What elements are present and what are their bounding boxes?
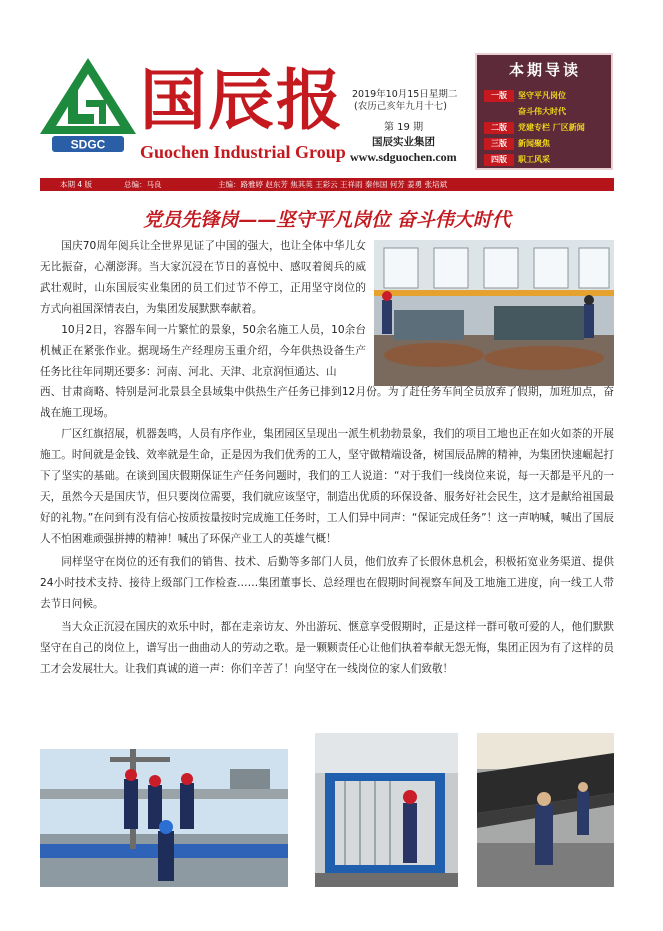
website-link[interactable]: www.sdguochen.com: [350, 150, 457, 164]
issue-guide-title: 本期导读: [508, 61, 581, 79]
article-column-narrow: [40, 236, 366, 383]
guide-item[interactable]: [484, 137, 612, 151]
guide-item[interactable]: [484, 121, 612, 135]
newspaper-title: 国辰报: [140, 61, 344, 139]
article-paragraph: 10月2日，容器车间一片繁忙的景象，50余名施工人员，10余台机械正在紧张作业。据现场生产经理房玉重介绍，今年供热设备生产任务比往年同期还要多：河南、河北、天津、北京润恒通达、山: [40, 324, 366, 378]
issue-lunar-date: (农历己亥年九月十七): [354, 101, 447, 112]
guide-item-text: 坚守平凡岗位: [518, 91, 566, 100]
guide-page-label: 三版: [484, 138, 514, 150]
issue-guide-box: [475, 53, 613, 170]
sdgc-logo: [38, 56, 138, 156]
logo-text: SDGC: [70, 137, 106, 152]
article-paragraph: 当大众正沉浸在国庆的欢乐中时，都在走亲访友、外出游玩、惬意享受假期时，正是这样一群可敬可爱的人，他们默默坚守在自己的岗位上，谱写出一曲曲动人的劳动之歌。是一颗颗责任心让他们执着奉献无怨无悔，集团正因为有了这样的员工才会发展壮大。让我们真诚的道一声：你们辛苦了！向坚守在一线岗位的家人们致敬！: [40, 621, 614, 675]
edition-count: 本期 4 版: [60, 180, 93, 189]
publisher-name: 国辰实业集团: [372, 136, 435, 148]
newspaper-title-en: Guochen Industrial Group: [140, 142, 346, 162]
workshop-photo: [374, 240, 614, 386]
guide-page-label: [484, 106, 514, 118]
chief-editor: 总编：马良: [124, 180, 162, 189]
article-paragraph-continued: 西、甘肃商略、特别是河北景县全县域集中供热生产任务已排到12月份。为了赶任务车间全员放弃了假期，加班加点，奋战在施工现场。: [40, 386, 614, 419]
pipeline-work-photo: [40, 749, 288, 887]
guide-item[interactable]: [484, 153, 612, 167]
heat-exchanger-photo: [315, 733, 458, 887]
issue-number: 第 19 期: [384, 122, 424, 133]
issue-date: 2019年10月15日星期二: [352, 89, 458, 100]
guide-item-text: 党建专栏 厂区新闻: [518, 123, 585, 132]
guide-page-label: 一版: [484, 90, 514, 102]
staff-bar: [40, 178, 614, 191]
guide-page-label: 二版: [484, 122, 514, 134]
guide-item[interactable]: [484, 105, 612, 119]
article-paragraph: 厂区红旗招展，机器轰鸣，人员有序作业，集团园区呈现出一派生机勃勃景象，我们的项目工地也正在如火如荼的开展施工。时间就是金钱、效率就是生命，正是因为我们优秀的工人，坚守做精端设备，树国辰品牌的精神，为集团快速崛起打下了坚实的基础。在谈到国庆假期保证生产任务问题时，我们的工人说道：“对于我们一线岗位来说，每一天都是平凡的一天，虽然今天是国庆节，但只要岗位需要，我们就应该坚守，制造出优质的环保设备、服务好社会民生，这才是献给祖国最好的礼物。”在问到有没有信心按质按量按时完成施工任务时，工人们异中同声：“保证完成任务”！这一声呐喊，喊出了国辰人不怕困难顽强拼搏的精神！喊出了环保产业工人的英雄气概！: [40, 428, 614, 545]
guide-item-text: 新闻聚焦: [518, 139, 550, 148]
editors-list: 主编：路雅婷 赵东芳 焦其英 王彩云 王祥雨 秦伟国 何芳 姜勇 张培斌: [218, 180, 448, 189]
article-column-wide: [40, 382, 614, 680]
article-headline: 党员先锋岗——坚守平凡岗位 奋斗伟大时代: [143, 209, 511, 231]
article-paragraph: 国庆70周年阅兵让全世界见证了中国的强大，也让全体中华儿女无比振奋，心潮澎湃。当大家沉浸在节日的喜悦中、感叹着阅兵的威武壮观时，山东国辰实业集团的员工们过节不停工，正用坚守岗位的方式向祖国深情表白，为集团发展默默奉献着。: [40, 240, 366, 315]
guide-item[interactable]: [484, 89, 612, 103]
article-paragraph: 同样坚守在岗位的还有我们的销售、技术、后勤等多部门人员，他们放弃了长假休息机会，积极拓宽业务渠道、提供24小时技术支持、接待上级部门工作检查……集团董事长、总经理也在假期时间视察车间及工地施工进度，向一线工人带去节日问候。: [40, 556, 614, 610]
guide-page-label: 四版: [484, 154, 514, 166]
guide-item-text: 职工风采: [518, 155, 550, 164]
guide-item-text: 奋斗伟大时代: [518, 107, 566, 116]
assembly-line-photo: [477, 733, 614, 887]
